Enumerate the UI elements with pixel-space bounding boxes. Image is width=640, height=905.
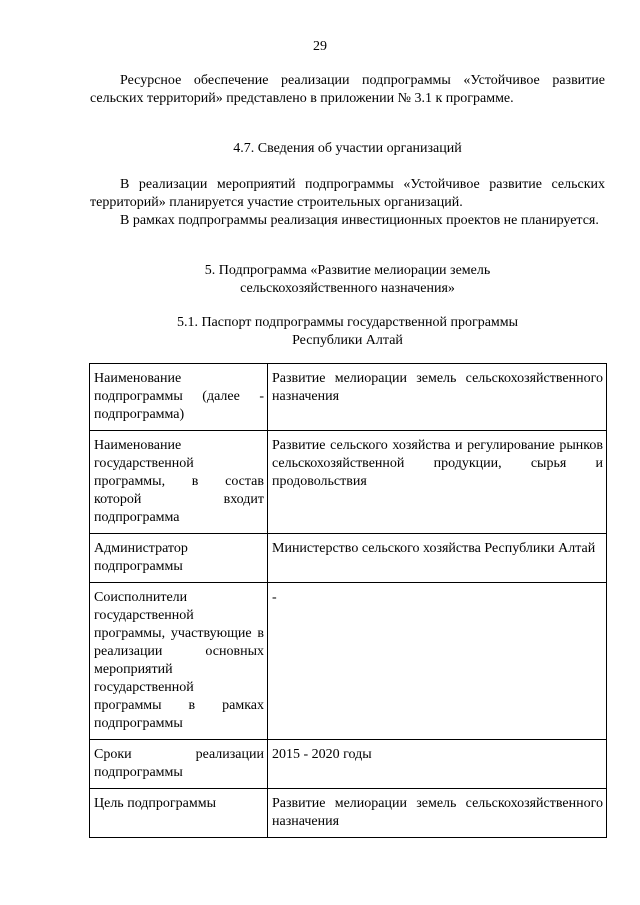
- row-label: Администратор подпрограммы: [90, 534, 268, 583]
- page-number: 29: [313, 39, 327, 54]
- table-row: [90, 431, 607, 534]
- section-5-1-heading-line-1: 5.1. Паспорт подпрограммы государственной программы: [176, 315, 519, 330]
- row-value: Развитие сельского хозяйства и регулирование рынков сельскохозяйственной продукции, сырья и продовольствия: [268, 431, 607, 534]
- section-5-heading-line-2: сельскохозяйственного назначения»: [240, 281, 455, 296]
- row-label: Цель подпрограммы: [90, 789, 268, 838]
- row-label: Наименование государственной программы, в состав которой входит подпрограмма: [90, 431, 268, 534]
- table-row: [90, 534, 607, 583]
- resource-paragraph: Ресурсное обеспечение реализации подпрограммы «Устойчивое развитие сельских территорий» представлено в приложении № 3.1 к программе.: [90, 73, 605, 106]
- row-label: Соисполнители государственной программы, участвующие в реализации основных мероприятий государственной программы в рамках подпрограммы: [90, 583, 268, 740]
- section-5-1-heading: [90, 314, 605, 350]
- section-5-heading: [90, 262, 605, 298]
- section-4-7-heading: 4.7. Сведения об участии организаций: [233, 141, 462, 156]
- table-row: [90, 789, 607, 838]
- row-value: Развитие мелиорации земель сельскохозяйственного назначения: [268, 364, 607, 431]
- row-value: Развитие мелиорации земель сельскохозяйственного назначения: [268, 789, 607, 838]
- participation-paragraph-1: В реализации мероприятий подпрограммы «Устойчивое развитие сельских территорий» планируется участие строительных организаций.: [90, 177, 605, 210]
- row-value: -: [268, 583, 607, 740]
- section-5-1-heading-line-2: Республики Алтай: [292, 333, 403, 348]
- table-row: [90, 740, 607, 789]
- participation-paragraph-2: В рамках подпрограммы реализация инвестиционных проектов не планируется.: [120, 213, 599, 228]
- table-row: [90, 583, 607, 740]
- row-value: Министерство сельского хозяйства Республики Алтай: [268, 534, 607, 583]
- table-row: [90, 364, 607, 431]
- row-label: Сроки реализации подпрограммы: [90, 740, 268, 789]
- row-label: Наименование подпрограммы (далее - подпрограмма): [90, 364, 268, 431]
- passport-table: [89, 363, 607, 838]
- section-5-heading-line-1: 5. Подпрограмма «Развитие мелиорации земель: [204, 263, 491, 278]
- row-value: 2015 - 2020 годы: [268, 740, 607, 789]
